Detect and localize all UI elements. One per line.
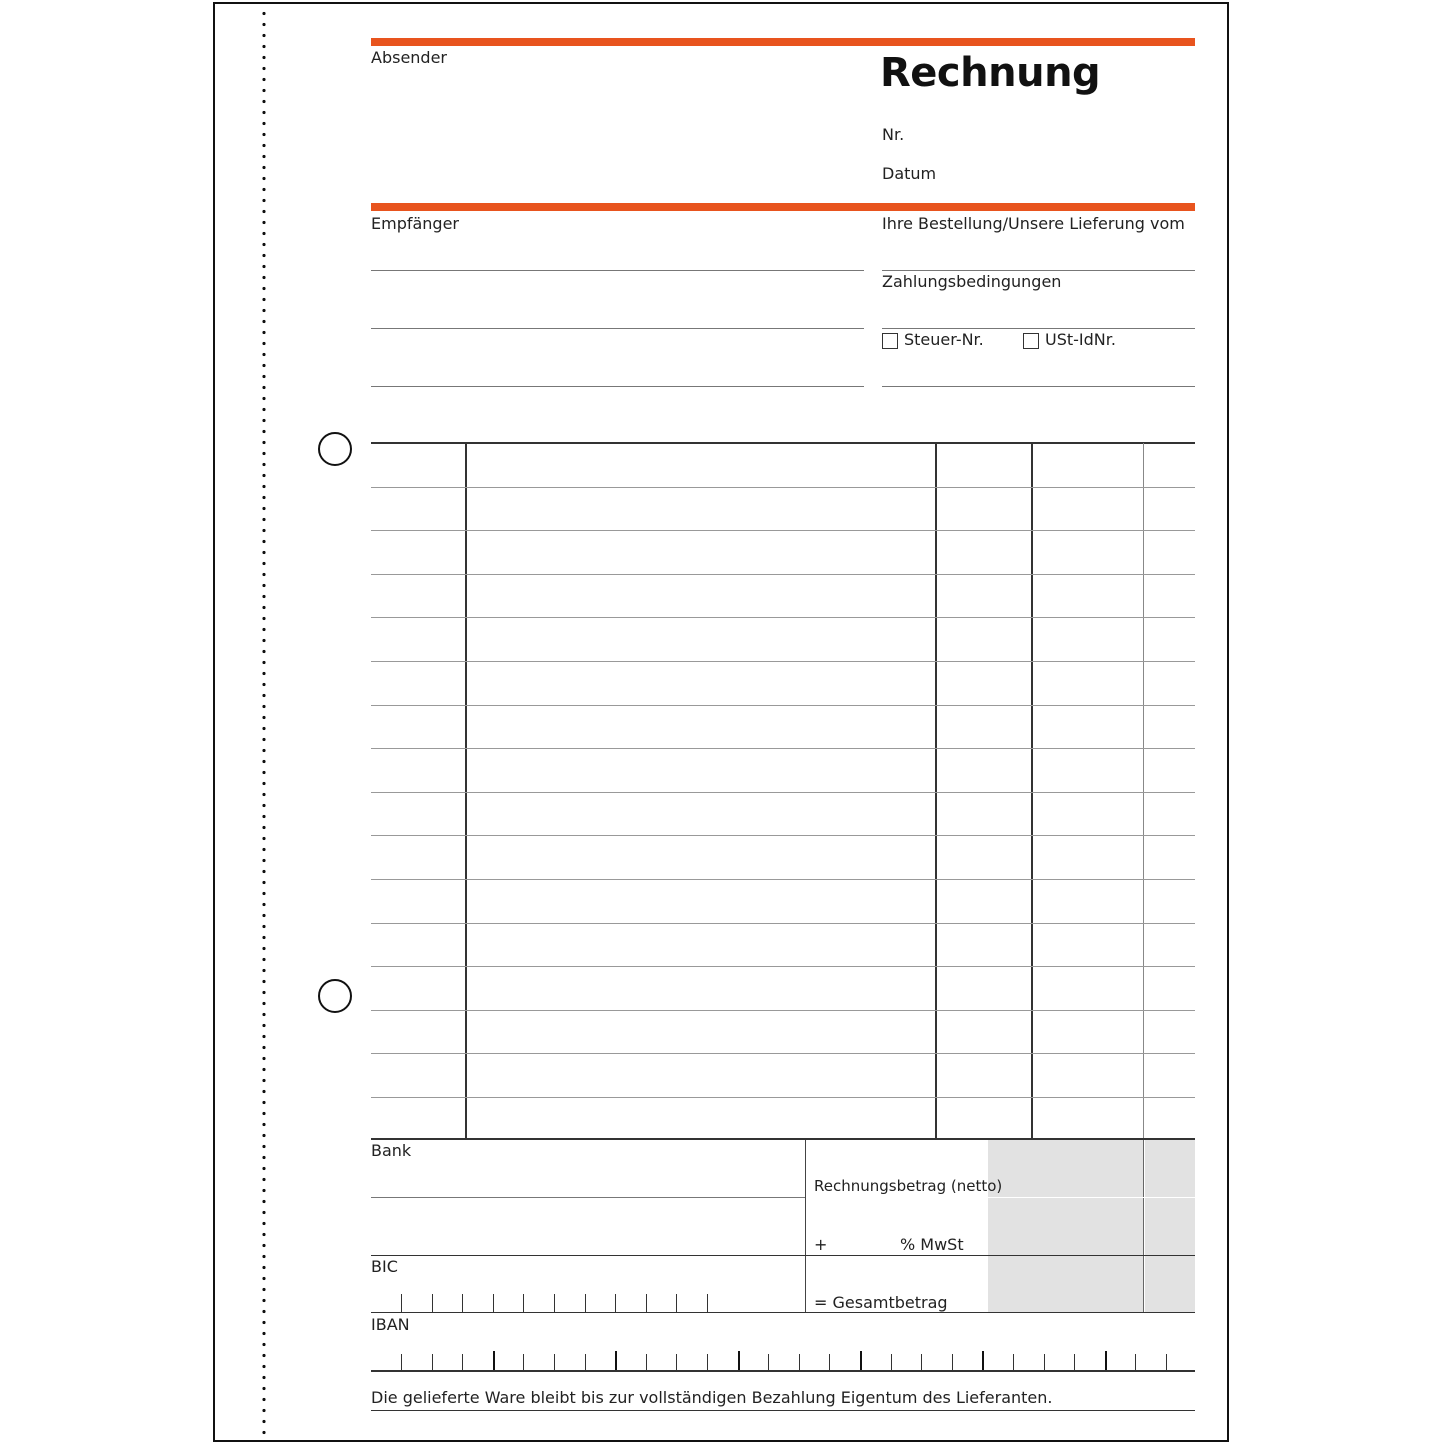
iban-character-tick	[523, 1354, 524, 1370]
order-date-line[interactable]	[882, 270, 1195, 271]
iban-character-tick	[1044, 1354, 1045, 1370]
sender-label: Absender	[371, 48, 447, 67]
item-row-line[interactable]	[371, 530, 1195, 531]
item-row-line[interactable]	[371, 574, 1195, 575]
bic-character-tick	[523, 1294, 524, 1312]
item-row-line[interactable]	[371, 487, 1195, 488]
iban-character-tick	[585, 1354, 586, 1370]
bic-character-tick	[401, 1294, 402, 1312]
iban-character-tick	[829, 1354, 830, 1370]
payment-terms-line[interactable]	[882, 328, 1195, 329]
iban-character-tick	[707, 1354, 708, 1370]
iban-character-tick	[860, 1351, 862, 1370]
bic-character-tick	[585, 1294, 586, 1312]
iban-character-tick	[554, 1354, 555, 1370]
amount-field-euro[interactable]	[988, 1140, 1143, 1312]
iban-character-tick	[493, 1351, 495, 1370]
iban-baseline	[371, 1370, 1195, 1372]
date-label: Datum	[882, 164, 937, 183]
bic-character-tick	[646, 1294, 647, 1312]
vat-label: % MwSt	[900, 1235, 964, 1254]
tax-number-checkbox[interactable]	[882, 333, 898, 349]
iban-character-tick	[1013, 1354, 1014, 1370]
invoice-title: Rechnung	[880, 50, 1101, 96]
net-amount-label: Rechnungsbetrag (netto)	[814, 1177, 1003, 1195]
tax-id-line[interactable]	[882, 386, 1195, 387]
order-delivery-label: Ihre Bestellung/Unsere Lieferung vom	[882, 214, 1185, 233]
iban-character-tick	[921, 1354, 922, 1370]
iban-character-tick	[1074, 1354, 1075, 1370]
vat-id-label: USt-IdNr.	[1045, 330, 1116, 349]
item-table-top-border	[371, 442, 1195, 444]
totals-cents-divider	[1143, 1140, 1144, 1313]
bic-character-tick	[462, 1294, 463, 1312]
item-row-line[interactable]	[371, 661, 1195, 662]
iban-character-tick	[738, 1351, 740, 1370]
footer-note: Die gelieferte Ware bleibt bis zur vollständigen Bezahlung Eigentum des Lieferanten.	[371, 1388, 1053, 1407]
iban-character-tick	[891, 1354, 892, 1370]
recipient-label: Empfänger	[371, 214, 460, 233]
item-row-line[interactable]	[371, 966, 1195, 967]
vat-row-line	[371, 1255, 1195, 1256]
iban-character-tick	[799, 1354, 800, 1370]
iban-character-tick	[982, 1351, 984, 1370]
net-amount-separator	[988, 1197, 1195, 1198]
item-row-line[interactable]	[371, 1097, 1195, 1098]
item-row-line[interactable]	[371, 1053, 1195, 1054]
accent-bar-middle	[371, 203, 1195, 211]
iban-character-tick	[401, 1354, 402, 1370]
bic-label: BIC	[371, 1257, 398, 1276]
item-row-line[interactable]	[371, 705, 1195, 706]
iban-character-tick	[1166, 1354, 1167, 1370]
iban-character-tick	[432, 1354, 433, 1370]
bic-character-tick	[707, 1294, 708, 1312]
footer-line	[371, 1410, 1195, 1411]
punch-hole-top	[318, 432, 352, 466]
bic-row-line	[371, 1312, 1195, 1313]
accent-bar-top	[371, 38, 1195, 46]
iban-character-tick	[1135, 1354, 1136, 1370]
bic-character-tick	[676, 1294, 677, 1312]
bic-character-tick	[493, 1294, 494, 1312]
iban-character-tick	[646, 1354, 647, 1370]
iban-label: IBAN	[371, 1315, 410, 1334]
item-row-line[interactable]	[371, 835, 1195, 836]
iban-character-tick	[1105, 1351, 1107, 1370]
item-row-line[interactable]	[371, 923, 1195, 924]
item-row-line[interactable]	[371, 617, 1195, 618]
vat-plus-sign: +	[814, 1235, 828, 1254]
payment-terms-label: Zahlungsbedingungen	[882, 272, 1062, 291]
perforation-line	[262, 8, 266, 1438]
total-amount-label: = Gesamtbetrag	[814, 1293, 948, 1312]
iban-character-tick	[768, 1354, 769, 1370]
recipient-line-2[interactable]	[371, 328, 864, 329]
bank-totals-divider	[805, 1140, 806, 1313]
bic-character-tick	[615, 1294, 616, 1312]
bank-label: Bank	[371, 1141, 412, 1160]
number-label: Nr.	[882, 125, 905, 144]
item-row-line[interactable]	[371, 748, 1195, 749]
amount-field-cent[interactable]	[1145, 1140, 1195, 1312]
tax-number-label: Steuer-Nr.	[904, 330, 984, 349]
recipient-line-3[interactable]	[371, 386, 864, 387]
item-row-line[interactable]	[371, 792, 1195, 793]
iban-character-tick	[462, 1354, 463, 1370]
item-row-line[interactable]	[371, 1010, 1195, 1011]
vat-id-checkbox[interactable]	[1023, 333, 1039, 349]
iban-character-tick	[615, 1351, 617, 1370]
iban-character-tick	[952, 1354, 953, 1370]
bic-character-tick	[432, 1294, 433, 1312]
item-row-line[interactable]	[371, 879, 1195, 880]
bic-character-tick	[554, 1294, 555, 1312]
iban-character-tick	[676, 1354, 677, 1370]
recipient-line-1[interactable]	[371, 270, 864, 271]
punch-hole-bottom	[318, 979, 352, 1013]
bank-line[interactable]	[371, 1197, 805, 1198]
